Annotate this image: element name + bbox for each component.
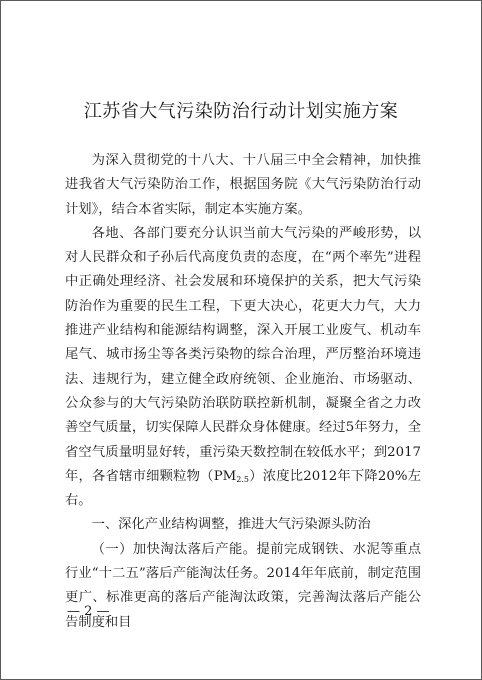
document-title: 江苏省大气污染防治行动计划实施方案 — [83, 101, 399, 122]
item-one-paragraph: （一）加快淘汰落后产能。提前完成钢铁、水泥等重点行业“十二五”落后产能淘汰任务。2014年年底前，制定范围更广、标准更高的落后产能淘汰政策，完善淘汰落后产能公告制度和目 — [65, 541, 421, 630]
intro-paragraph: 为深入贯彻党的十八大、十八届三中全会精神，加快推进我省大气污染防治工作，根据国务院《大气污染防治行动计划》，结合本省实际，制定本实施方案。 — [65, 153, 421, 217]
goals-text-tail: ）浓度比2012年下降20%左右。 — [65, 468, 422, 509]
goals-text: 各地、各部门要充分认识当前大气污染的严峻形势，以对人民群众和子孙后代高度负责的态度，在“两个率先”进程中正确处理经济、社会发展和环境保护的关系，把大气污染防治作为重要的民生工程，下更大决心，花更大力气，大力推进产业结构和能源结构调整，深入开展工业废气、机动车尾气、城市扬尘等各类污染物的综合治理，严厉整治环境违法、违规行为，建立健全政府统领、企业施治、市场驱动、公众参与的大气污染防治联防联控新机制，凝聚全省之力改善空气质量，切实保障人民群众身体健康。经过5年努力，全省空气质量明显好转，重污染天数控制在较低水平；到2017年，各省辖市细颗粒物（PM — [65, 225, 421, 484]
section-heading: 一、深化产业结构调整，推进大气污染源头防治 — [91, 517, 371, 533]
document-body — [65, 149, 421, 635]
goals-paragraph — [65, 222, 421, 514]
page-number: — 2 — — [67, 604, 110, 619]
pm-subscript: 2.5 — [236, 474, 250, 484]
